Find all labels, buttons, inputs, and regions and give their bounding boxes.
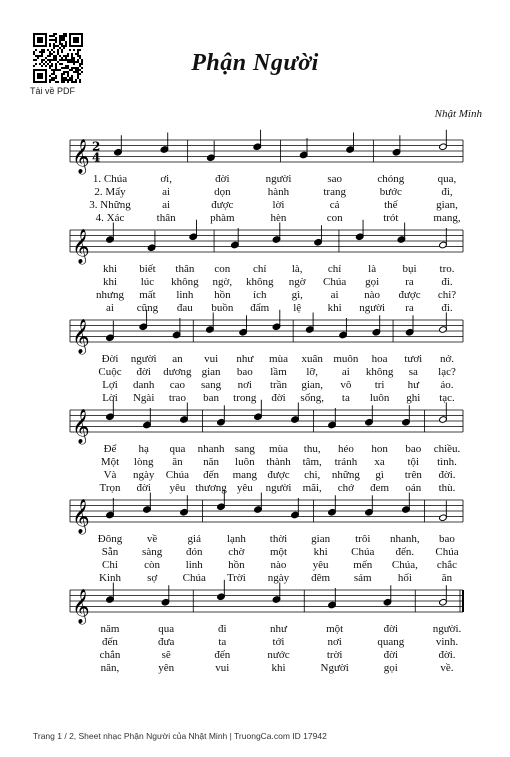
lyric-syllable: người <box>359 302 386 314</box>
staff-system <box>70 580 463 625</box>
lyric-syllable: quang <box>377 636 405 648</box>
lyric-syllable: hối <box>397 572 412 584</box>
lyric-syllable: ngờ, <box>212 276 233 288</box>
lyric-syllable: Người <box>320 662 349 674</box>
lyric-syllable: Chúa <box>182 572 206 584</box>
lyric-syllable: ta <box>341 392 350 404</box>
lyric-syllable: ai <box>330 289 339 301</box>
lyric-syllable: chi? <box>437 289 457 301</box>
lyric-syllable: mang, <box>433 212 461 224</box>
download-pdf-link[interactable]: Tải về PDF <box>30 86 76 96</box>
lyric-syllable: gì <box>375 469 384 481</box>
treble-clef-icon: 𝄞 <box>72 319 90 354</box>
lyric-syllable: một <box>326 623 344 635</box>
lyric-syllable: chớ <box>337 482 354 494</box>
lyric-syllable: tới <box>272 636 285 648</box>
lyric-syllable: đau <box>176 302 193 314</box>
lyric-syllable: chắc <box>436 559 458 571</box>
lyric-syllable: không <box>246 276 274 288</box>
lyric-syllable: sa <box>408 366 418 378</box>
treble-clef-icon: 𝄞 <box>72 139 90 174</box>
lyric-syllable: được <box>267 469 290 481</box>
lyric-syllable: cao <box>169 379 186 391</box>
lyric-syllable: trong <box>233 392 257 404</box>
lyric-syllable: đẩm <box>250 302 270 314</box>
lyric-syllable: tình. <box>437 456 457 468</box>
lyric-syllable: 2. Mấy <box>94 186 126 198</box>
lyric-syllable: khi <box>102 276 118 288</box>
lyric-syllable: ngày <box>132 469 155 481</box>
lyric-syllable: trên <box>404 469 422 481</box>
lyric-syllable: gian, <box>301 379 324 391</box>
song-title: Phận Người <box>191 50 319 76</box>
lyric-syllable: đến <box>214 649 231 661</box>
lyric-syllable: ngờ <box>288 276 306 288</box>
lyric-syllable: người <box>265 482 292 494</box>
lyric-syllable: tâm, <box>302 456 322 468</box>
lyric-syllable: nơi <box>327 636 342 648</box>
lyric-syllable: gian <box>201 366 221 378</box>
lyric-syllable: tạc. <box>439 392 455 404</box>
lyric-syllable: tươi <box>404 353 423 365</box>
lyric-syllable: chờ <box>228 546 245 558</box>
lyric-syllable: chỉ <box>253 263 267 275</box>
lyric-syllable: sống, <box>300 392 324 404</box>
lyric-syllable: đời <box>215 173 230 185</box>
lyric-syllable: Trọn <box>99 482 121 494</box>
lyric-syllable: ngày <box>267 572 290 584</box>
lyric-syllable: đi, <box>441 186 453 198</box>
lyric-syllable: gọi <box>383 662 398 674</box>
lyric-syllable: tro. <box>439 263 455 275</box>
lyric-syllable: Chúa <box>351 546 375 558</box>
lyric-syllable: Để <box>103 443 117 455</box>
lyric-syllable: vinh. <box>435 636 459 648</box>
lyric-syllable: ai <box>106 302 114 314</box>
staff-system <box>70 130 463 175</box>
lyric-syllable: giá <box>187 533 201 545</box>
lyric-syllable: muôn <box>333 353 359 365</box>
lyric-syllable: trót <box>383 212 399 224</box>
lyric-syllable: sám <box>353 572 372 584</box>
lyric-syllable: 1. Chúa <box>92 173 128 185</box>
lyric-syllable: đời. <box>438 469 456 481</box>
lyric-syllable: cũng <box>136 302 159 314</box>
lyric-syllable: gì, <box>291 289 303 301</box>
lyric-syllable: Chúa <box>435 546 459 558</box>
lyric-syllable: đời <box>271 392 286 404</box>
lyric-syllable: một <box>269 546 288 558</box>
lyric-syllable: nhanh <box>197 443 225 455</box>
lyric-syllable: trời <box>326 649 343 661</box>
lyric-syllable: được <box>398 289 421 301</box>
lyric-syllable: đến <box>203 469 220 481</box>
lyric-syllable: thời <box>269 533 288 545</box>
lyric-syllable: 4. Xác <box>95 212 125 224</box>
lyric-syllable: khi <box>327 302 342 314</box>
lyric-syllable: ta <box>218 636 227 648</box>
lyric-syllable: bao <box>405 443 422 455</box>
lyric-syllable: về. <box>440 662 454 674</box>
lyric-syllable: hành <box>267 186 290 198</box>
lyric-syllable: qua <box>169 443 186 455</box>
lyric-syllable: những <box>331 469 360 481</box>
lyric-syllable: như <box>236 353 254 365</box>
lyric-syllable: vô <box>340 379 352 391</box>
lyric-syllable: Đời <box>101 353 119 365</box>
lyric-syllable: vui <box>215 662 230 674</box>
lyric-syllable: lòng <box>133 456 154 468</box>
time-signature-top: 2 <box>92 139 101 154</box>
lyric-syllable: nhanh, <box>390 533 420 545</box>
lyric-syllable: đêm <box>311 572 331 584</box>
lyric-syllable: Trời <box>226 572 246 584</box>
lyric-syllable: yêu <box>169 482 186 494</box>
lyric-syllable: sao <box>327 173 342 185</box>
lyric-syllable: tri <box>374 379 385 391</box>
lyric-syllable: gian, <box>436 199 458 211</box>
lyric-syllable: Và <box>103 469 117 481</box>
lyric-syllable: nơi <box>237 379 252 391</box>
lyric-syllable: tránh <box>334 456 358 468</box>
lyric-syllable: mãi, <box>302 482 322 494</box>
lyric-syllable: bao <box>439 533 455 545</box>
lyric-syllable: Ngài <box>132 392 155 404</box>
lyric-syllable: ơi, <box>160 173 172 185</box>
lyric-syllable: mùa <box>269 443 288 455</box>
lyric-syllable: ra <box>405 302 414 314</box>
lyric-syllable: thế <box>384 199 398 211</box>
lyric-syllable: hư <box>407 379 420 391</box>
lyric-syllable: linh <box>176 289 194 301</box>
treble-clef-icon: 𝄞 <box>72 229 90 264</box>
lyric-syllable: lời <box>272 199 285 211</box>
lyric-syllable: năm <box>100 623 120 635</box>
lyric-syllable: khi <box>271 662 286 674</box>
lyric-syllable: thân <box>156 212 176 224</box>
staff-system <box>70 400 463 445</box>
time-signature-bottom: 4 <box>92 150 101 165</box>
lyric-syllable: ảo. <box>440 379 454 391</box>
lyric-syllable: đời <box>136 482 151 494</box>
lyric-syllable: ăn <box>441 572 453 584</box>
lyric-syllable: lúc <box>140 276 155 288</box>
lyric-syllable: luôn <box>369 392 390 404</box>
composer-name: Nhật Minh <box>434 108 482 120</box>
lyric-syllable: sợ <box>147 572 158 584</box>
lyric-syllable: danh <box>132 379 155 391</box>
lyric-syllable: yêu <box>236 482 253 494</box>
staff-system <box>70 490 463 535</box>
lyric-syllable: Lời <box>102 392 118 404</box>
lyric-syllable: thành <box>266 456 291 468</box>
lyric-syllable: chi, <box>304 469 321 481</box>
lyric-syllable: ghi <box>406 392 421 404</box>
lyric-syllable: mất <box>139 289 156 301</box>
lyric-syllable: sang <box>234 443 255 455</box>
lyric-syllable: ra <box>405 276 414 288</box>
lyric-syllable: Một <box>100 456 120 468</box>
lyric-syllable: bước <box>379 186 402 198</box>
lyric-syllable: héo <box>337 443 354 455</box>
lyric-syllable: còn <box>144 559 161 571</box>
lyric-syllable: nở. <box>439 353 455 365</box>
lyric-syllable: nào <box>364 289 381 301</box>
lyric-syllable: Sẵn <box>101 546 119 558</box>
page-footer: Trang 1 / 2, Sheet nhạc Phận Người của Nhật Minh | TruongCa.com ID 17942 <box>33 731 327 741</box>
lyric-syllable: xuân <box>301 353 323 365</box>
lyric-syllable: thương <box>195 482 227 494</box>
lyric-syllable: đưa <box>157 636 175 648</box>
lyric-syllable: yên <box>158 662 175 674</box>
lyric-syllable: đến <box>102 636 118 648</box>
lyric-syllable: Chúa <box>165 469 190 481</box>
lyric-syllable: yêu <box>312 559 329 571</box>
lyric-syllable: lầm <box>270 366 287 378</box>
lyric-syllable: linh <box>185 559 203 571</box>
lyric-syllable: chắn <box>99 649 121 661</box>
lyric-syllable: thu, <box>303 443 321 455</box>
lyric-syllable: dương <box>163 366 192 378</box>
lyric-syllable: phàm <box>210 212 235 224</box>
lyric-syllable: chỉ <box>327 263 342 275</box>
lyric-syllable: đi. <box>441 276 453 288</box>
lyric-syllable: ăn <box>172 456 183 468</box>
lyric-syllable: hon <box>371 443 388 455</box>
lyric-syllable: vui <box>204 353 219 365</box>
lyric-syllable: đi <box>218 623 227 635</box>
lyric-syllable: đến. <box>395 546 415 558</box>
lyric-syllable: đời <box>383 649 399 661</box>
lyric-syllable: là <box>368 263 377 275</box>
lyric-syllable: không <box>171 276 199 288</box>
lyric-syllable: trao <box>168 392 186 404</box>
lyric-syllable: thân <box>175 263 195 275</box>
lyric-syllable: đời. <box>438 649 456 661</box>
lyric-syllable: Cuộc <box>98 366 122 378</box>
lyric-syllable: Lợi <box>102 379 118 391</box>
lyric-syllable: gian <box>311 533 331 545</box>
lyric-syllable: nhưng <box>96 289 124 301</box>
lyric-syllable: nước <box>267 649 290 661</box>
lyric-syllable: oán <box>405 482 422 494</box>
lyric-syllable: 3. Những <box>89 199 131 211</box>
lyric-syllable: Chỉ <box>102 559 118 571</box>
lyric-syllable: Chúa, <box>391 559 418 571</box>
lyric-syllable: nào <box>270 559 287 571</box>
lyric-syllable: khi <box>102 263 118 275</box>
lyric-syllable: ai <box>341 366 350 378</box>
treble-clef-icon: 𝄞 <box>72 409 90 444</box>
lyric-syllable: khi <box>313 546 328 558</box>
lyric-syllable: trang <box>323 186 346 198</box>
lyric-syllable: sẽ <box>161 649 171 661</box>
lyric-syllable: được <box>211 199 234 211</box>
lyric-syllable: không <box>365 366 394 378</box>
lyric-syllable: Chúa <box>323 276 347 288</box>
lyric-syllable: buồn <box>211 302 234 314</box>
lyric-syllable: đời <box>383 623 399 635</box>
staff-system <box>70 220 463 265</box>
lyric-syllable: tội <box>407 456 420 468</box>
treble-clef-icon: 𝄞 <box>72 499 90 534</box>
lyric-syllable: là, <box>291 263 303 275</box>
lyric-syllable: biết <box>139 263 156 275</box>
lyric-syllable: hoa <box>371 353 388 365</box>
lyric-syllable: mến <box>353 559 373 571</box>
lyric-syllable: chóng <box>377 173 405 185</box>
lyric-syllable: hồn <box>228 559 245 571</box>
lyric-syllable: trôi <box>355 533 371 545</box>
lyric-syllable: đón <box>186 546 203 558</box>
lyric-syllable: hèn <box>270 212 287 224</box>
lyric-syllable: lỡ, <box>306 366 318 378</box>
lyric-syllable: người. <box>432 623 462 635</box>
lyric-syllable: đời <box>136 366 151 378</box>
lyric-syllable: dọn <box>214 186 231 198</box>
lyric-syllable: ích <box>253 289 267 301</box>
lyric-syllable: mùa <box>269 353 288 365</box>
lyric-syllable: lệ <box>293 302 302 314</box>
lyric-syllable: như <box>270 623 287 635</box>
lyric-syllable: mang <box>232 469 258 481</box>
lyric-syllable: về <box>146 533 158 545</box>
lyric-syllable: con <box>214 263 231 275</box>
lyric-syllable: năn <box>203 456 220 468</box>
lyric-syllable: năn, <box>100 662 120 674</box>
lyric-syllable: chiều. <box>433 443 461 455</box>
lyric-syllable: con <box>326 212 343 224</box>
lyric-syllable: sàng <box>142 546 163 558</box>
lyric-syllable: bao <box>236 366 253 378</box>
staff-system <box>70 310 463 355</box>
lyric-syllable: luôn <box>235 456 255 468</box>
lyric-syllable: người <box>265 173 292 185</box>
lyric-syllable: người <box>130 353 157 365</box>
lyric-syllable: lạc? <box>438 366 456 378</box>
lyric-syllable: hồn <box>214 289 231 301</box>
lyric-syllable: hạ <box>138 443 149 455</box>
lyric-syllable: ai <box>162 186 171 198</box>
lyric-syllable: qua, <box>437 173 457 185</box>
lyric-syllable: đem <box>370 482 390 494</box>
lyric-syllable: ai <box>162 199 171 211</box>
treble-clef-icon: 𝄞 <box>72 589 90 624</box>
lyric-syllable: thù. <box>438 482 456 494</box>
lyric-syllable: bụi <box>402 263 417 275</box>
lyric-syllable: an <box>172 353 183 365</box>
lyric-syllable: ban <box>203 392 220 404</box>
lyric-syllable: cả <box>329 199 340 211</box>
lyric-syllable: đi. <box>441 302 453 314</box>
lyric-syllable: gọi <box>365 276 380 288</box>
lyric-syllable: lạnh <box>226 533 246 545</box>
lyric-syllable: Kinh <box>99 572 121 584</box>
lyric-syllable: xa <box>374 456 385 468</box>
lyric-syllable: Đông <box>97 533 123 545</box>
lyric-syllable: qua <box>158 623 175 635</box>
lyric-syllable: trần <box>269 379 288 391</box>
lyric-syllable: sang <box>201 379 222 391</box>
